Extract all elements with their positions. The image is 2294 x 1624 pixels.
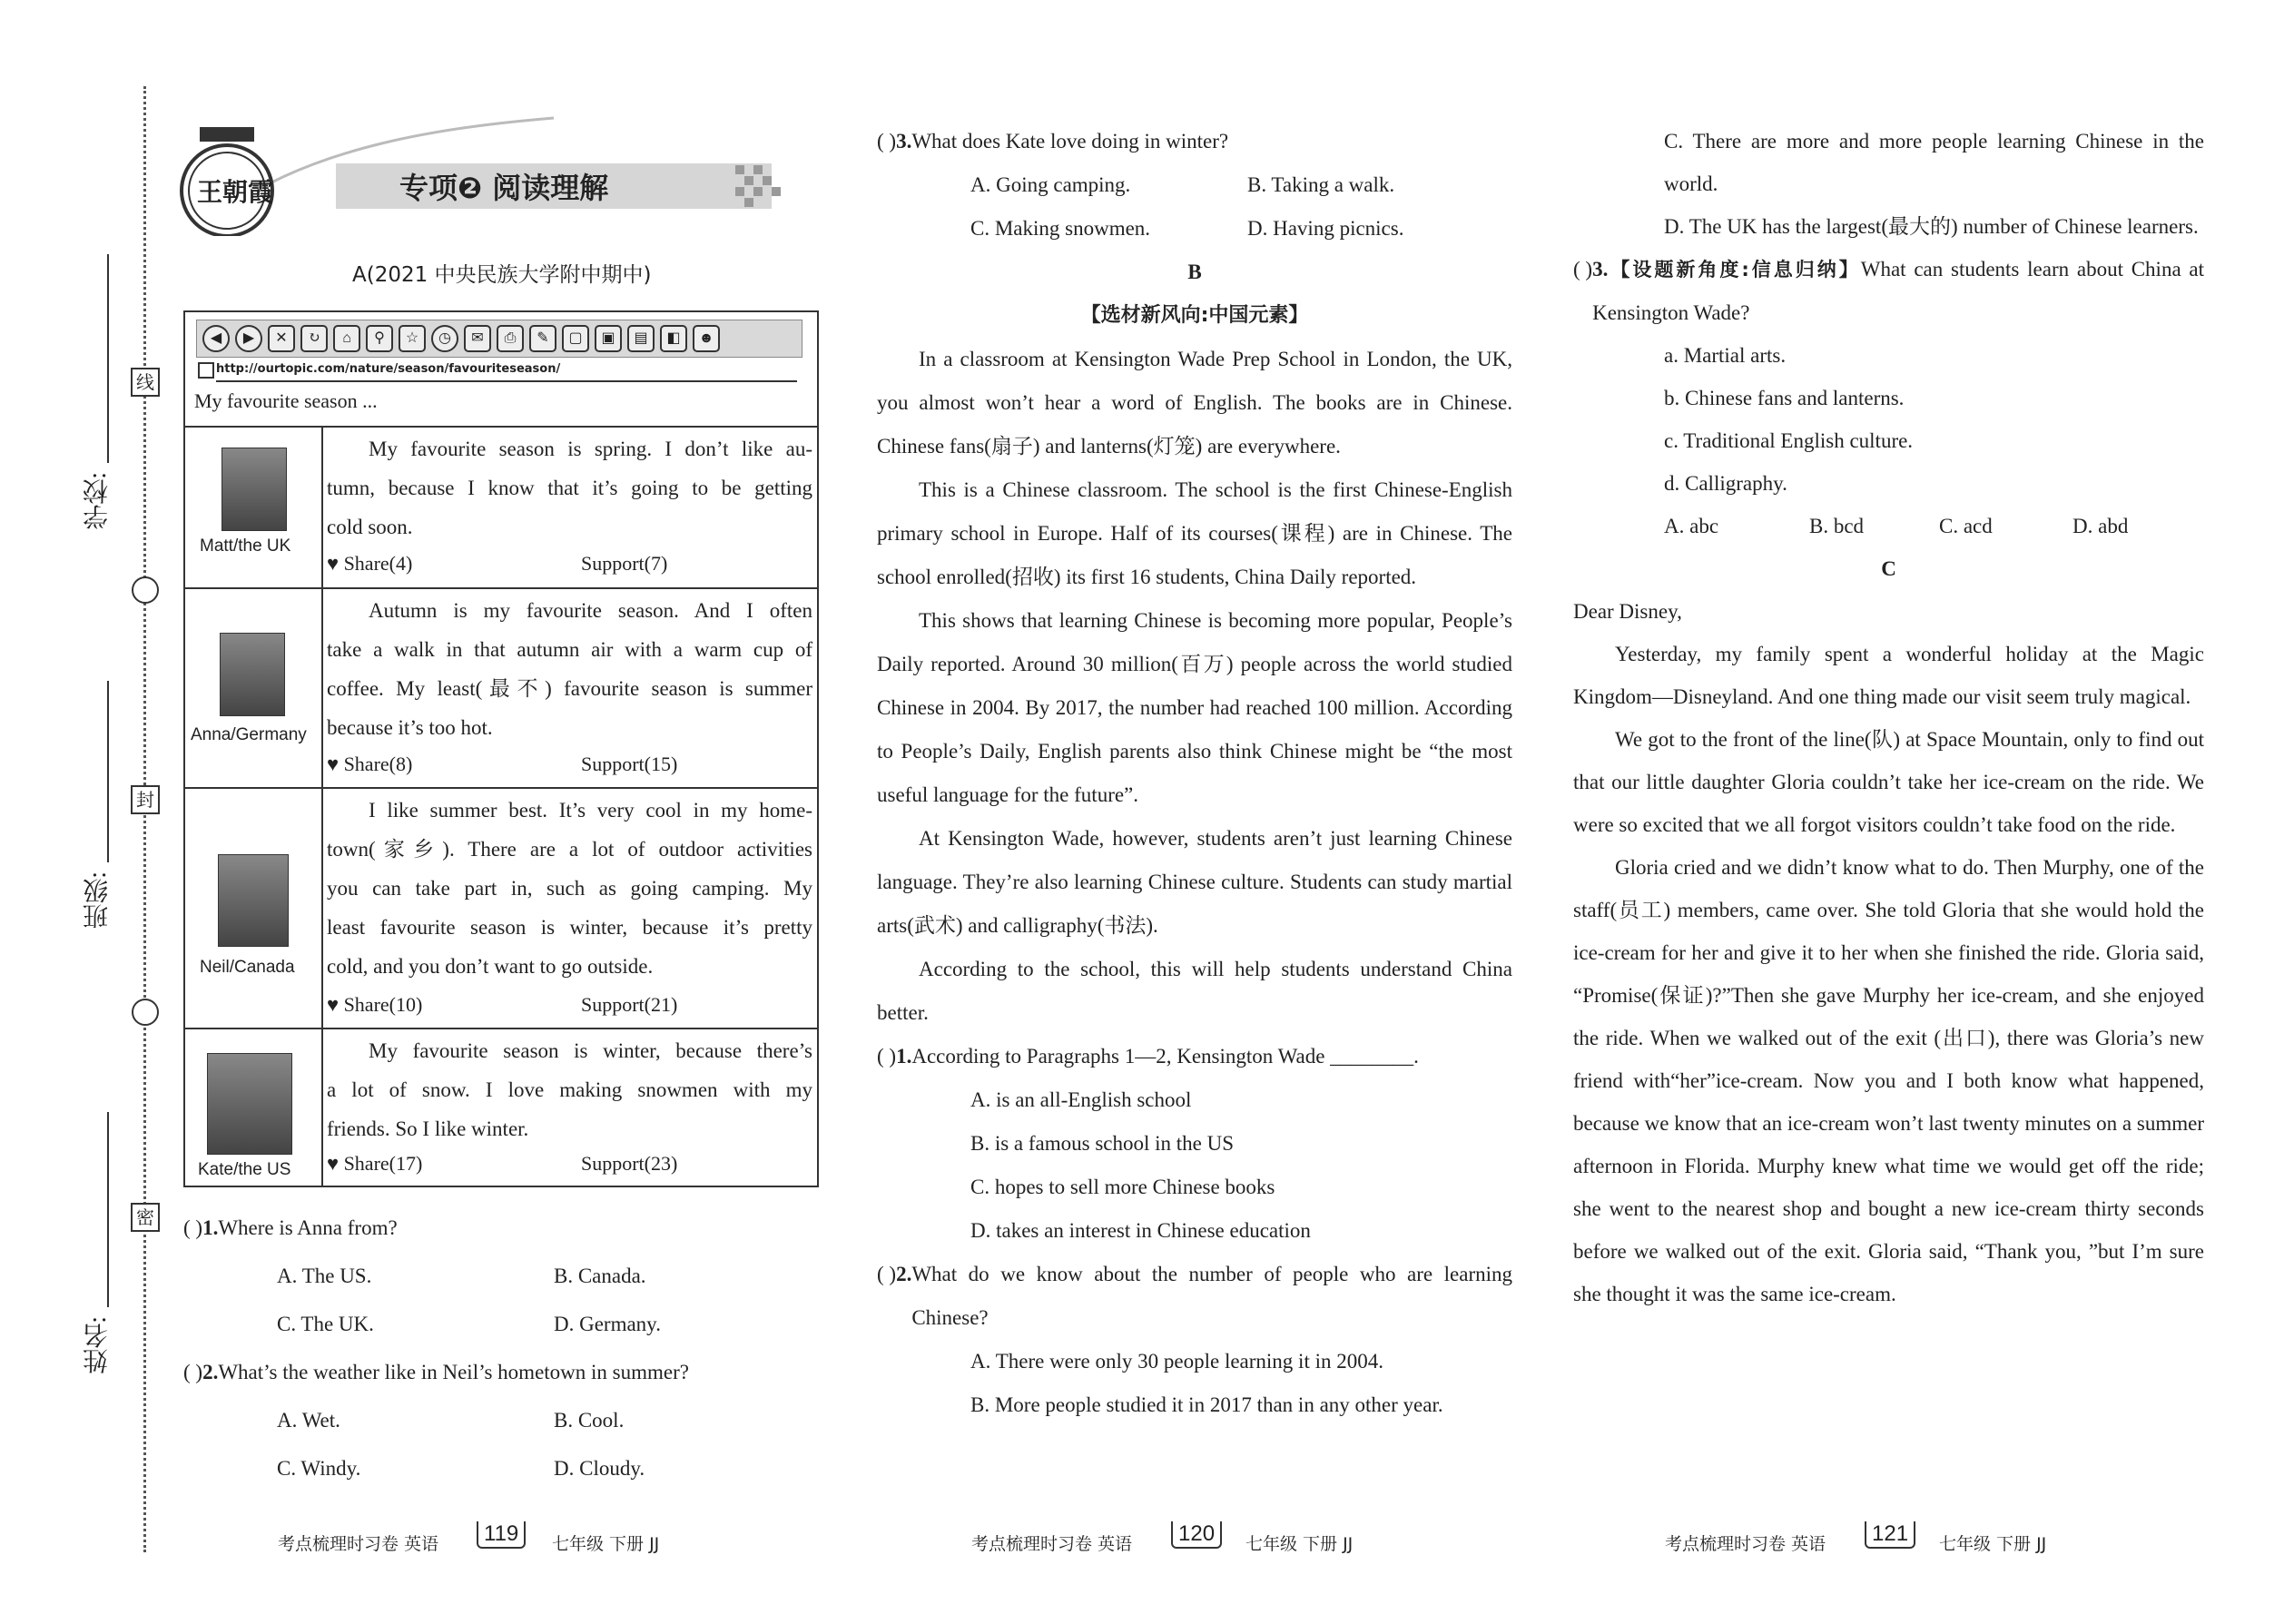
footer-right: 七年级 下册 JJ — [552, 1534, 660, 1554]
post-text: I like summer best. It’s very cool in my home- town(家乡). There are a lot of outdoor activities you can take part in, such as going camping. My least favourite season is winter, because it’s pretty cold, and you don’t want to go outside. — [327, 799, 812, 978]
forward-icon[interactable]: ▶ — [235, 325, 262, 352]
page-number: 120 — [1171, 1521, 1222, 1549]
option[interactable]: A. Wet. — [277, 1409, 340, 1432]
section-b-letter: B — [1187, 261, 1202, 283]
school-label: 学校: — [84, 472, 112, 530]
question-b2: ( ) 2. What do we know about the number of people who are learning Chinese? — [877, 1263, 1512, 1329]
post-row — [185, 1028, 817, 1187]
option[interactable]: A. is an all-English school — [970, 1088, 1192, 1111]
paragraph: We got to the front of the line(队) at Space Mountain, only to find out that our little daughter Gloria couldn’t take her ice-cream on the ride. We were so excited that we all forgot visitors couldn’t take food on the ride. — [1573, 728, 2204, 836]
option[interactable]: D. Having picnics. — [1247, 217, 1404, 240]
browser-window — [183, 310, 819, 1187]
class-label: 班级: — [84, 871, 112, 930]
question-a3: ( )3.What does Kate love doing in winter? — [877, 130, 1229, 153]
list-item: a. Martial arts. — [1664, 344, 1787, 367]
heart-icon: ♥ — [327, 1152, 340, 1175]
option[interactable]: A. abc — [1664, 515, 1719, 537]
question-b3: ( ) 3.【设题新角度:信息归纳】What can students learn about China at Kensington Wade? — [1573, 258, 2204, 324]
favorites-icon[interactable]: ☆ — [399, 325, 426, 352]
page-title: 专项❷ 阅读理解 — [399, 171, 609, 205]
option[interactable]: B. Canada. — [554, 1265, 646, 1287]
question-b1: ( )1.According to Paragraphs 1—2, Kensington Wade ________. — [877, 1045, 1419, 1068]
home-icon[interactable]: ⌂ — [333, 325, 360, 352]
paragraph: This is a Chinese classroom. The school is the first Chinese-English primary school in Europe. Half of its courses(课程) are in Chinese. The school enrolled(招收) its first 16 students, China Daily reported. — [877, 478, 1512, 588]
school-field[interactable] — [107, 254, 109, 463]
stop-icon[interactable]: ✕ — [268, 325, 295, 352]
binding-char-feng: 封 — [131, 785, 160, 814]
section-a-title: A(2021 中央民族大学附中期中) — [352, 263, 652, 287]
share-button[interactable]: ♥ Share(4) — [327, 552, 413, 575]
post-author: Kate/the US — [198, 1160, 291, 1179]
option[interactable]: A. The US. — [277, 1265, 372, 1287]
option[interactable]: B. Cool. — [554, 1409, 625, 1432]
option[interactable]: D. The UK has the largest(最大的) number of Chinese learners. — [1664, 215, 2199, 238]
browser-toolbar — [196, 320, 802, 358]
option[interactable]: C. acd — [1939, 515, 1993, 537]
option[interactable]: A. Going camping. — [970, 173, 1131, 196]
post-row — [185, 426, 817, 589]
refresh-icon[interactable]: ↻ — [300, 325, 328, 352]
section-c-letter: C — [1881, 557, 1896, 580]
option[interactable]: D. Cloudy. — [554, 1457, 645, 1480]
name-label: 姓名: — [84, 1316, 112, 1374]
post-author: Anna/Germany — [191, 725, 307, 744]
messenger-icon[interactable]: ◧ — [660, 325, 687, 352]
option[interactable]: D. takes an interest in Chinese education — [970, 1219, 1311, 1242]
option[interactable]: B. More people studied it in 2017 than in any other year. — [970, 1393, 1443, 1416]
footer-left: 考点梳理时习卷 英语 — [278, 1534, 439, 1554]
binding-ring-icon — [132, 576, 159, 604]
avatar — [220, 633, 285, 716]
question-a1: ( )1.Where is Anna from? — [183, 1216, 398, 1239]
binding-ring-icon — [132, 999, 159, 1026]
post-text: Autumn is my favourite season. And I often take a walk in that autumn air with a warm cup of coffee. My least(最不) favourite season is summer because it’s too hot. — [327, 599, 812, 739]
support-button[interactable]: Support(7) — [581, 552, 668, 575]
publisher-logo: 王朝霞 — [197, 177, 274, 207]
heart-icon: ♥ — [327, 993, 340, 1016]
option[interactable]: B. Taking a walk. — [1247, 173, 1395, 196]
post-author: Matt/the UK — [200, 536, 291, 556]
option[interactable]: C. hopes to sell more Chinese books — [970, 1176, 1275, 1198]
paragraph: At Kensington Wade, however, students aren’t just learning Chinese language. They’re also learning Chinese culture. Students can study martial arts(武术) and calligraphy(书法). — [877, 827, 1512, 937]
page-number: 121 — [1865, 1521, 1915, 1549]
option[interactable]: B. bcd — [1809, 515, 1865, 537]
support-button[interactable]: Support(15) — [581, 753, 678, 775]
browser-page-heading: My favourite season ... — [194, 389, 378, 412]
list-item: c. Traditional English culture. — [1664, 429, 1914, 452]
question-a2: ( )2.What’s the weather like in Neil’s hometown in summer? — [183, 1361, 689, 1383]
tools-icon[interactable]: ▤ — [627, 325, 655, 352]
back-icon[interactable]: ◀ — [202, 325, 230, 352]
option[interactable]: D. abd — [2072, 515, 2129, 537]
share-button[interactable]: ♥ Share(17) — [327, 1152, 423, 1175]
footer-left: 考点梳理时习卷 英语 — [1665, 1534, 1826, 1554]
post-text: My favourite season is winter, because there’s a lot of snow. I love making snowmen with my friends. So I like winter. — [327, 1039, 812, 1140]
middle-column — [877, 120, 1512, 1427]
option[interactable]: C. Windy. — [277, 1457, 361, 1480]
users-icon[interactable]: ☻ — [693, 325, 720, 352]
post-row — [185, 787, 817, 1029]
heart-icon: ♥ — [327, 753, 340, 775]
page-number: 119 — [477, 1521, 526, 1549]
section-a-questions — [183, 1204, 828, 1492]
footer-right: 七年级 下册 JJ — [1245, 1534, 1354, 1554]
history-icon[interactable]: ◷ — [431, 325, 458, 352]
paragraph: Gloria cried and we didn’t know what to do. Then Murphy, one of the staff(员工) members, came over. She told Gloria that she would hold the ice-cream for her and give it to her when she finished the ride. Gloria said, “Promise(保证)?”Then she gave Murphy her ice-cream, and she enjoyed the ride. When we walked out of the exit (出口), there was Gloria’s new friend with“her”ice-cream. Now you and I both know what happened, because we know that an ice-cream won’t last twenty minutes on a summer afternoon in Florida. Murphy knew what time we would get off the ride; she went to the nearest shop and bought a new ice-cream thirty seconds before we walked out of the exit. Gloria said, “Thank you, ”but I’m sure she thought it was the same ice-cream. — [1573, 856, 2204, 1305]
binding-line — [143, 86, 146, 1552]
support-button[interactable]: Support(23) — [581, 1152, 678, 1175]
paragraph: In a classroom at Kensington Wade Prep School in London, the UK, you almost won’t hear a word of English. The books are in Chinese. Chinese fans(扇子) and lanterns(灯笼) are everywhere. — [877, 348, 1512, 458]
address-bar[interactable]: http://ourtopic.com/nature/season/favouriteseason/ — [216, 362, 797, 382]
window-icon[interactable]: ▢ — [562, 325, 589, 352]
post-row — [185, 587, 817, 789]
binding-char-mi: 密 — [131, 1203, 160, 1232]
list-item: d. Calligraphy. — [1664, 472, 1787, 495]
avatar — [207, 1053, 292, 1155]
paragraph: According to the school, this will help students understand China better. — [877, 958, 1512, 1024]
edit-icon[interactable]: ✎ — [529, 325, 556, 352]
avatar — [222, 448, 287, 531]
option[interactable]: D. Germany. — [554, 1313, 661, 1335]
media-icon[interactable]: ▣ — [595, 325, 622, 352]
name-field[interactable] — [107, 1112, 109, 1307]
paragraph: This shows that learning Chinese is becoming more popular, People’s Daily reported. Around 30 million(百万) people across the world studied Chinese in 2004. By 2017, the number had reached 100 million. According to People’s Daily, English parents also think Chinese might be “the most useful language for the future”. — [877, 609, 1512, 806]
paragraph: Yesterday, my family spent a wonderful holiday at the Magic Kingdom—Disneyland. And one thing made our visit seem truly magical. — [1573, 643, 2204, 708]
search-icon[interactable]: ⚲ — [366, 325, 393, 352]
print-icon[interactable]: ⎙ — [497, 325, 524, 352]
page-icon — [198, 362, 214, 379]
post-text: My favourite season is spring. I don’t like au- tumn, because I know that it’s going to be getting cold soon. — [327, 438, 812, 538]
letter-greeting: Dear Disney, — [1573, 600, 1682, 623]
option[interactable]: B. is a famous school in the US — [970, 1132, 1235, 1155]
footer-left: 考点梳理时习卷 英语 — [971, 1534, 1133, 1554]
heart-icon: ♥ — [327, 552, 340, 575]
mail-icon[interactable]: ✉ — [464, 325, 491, 352]
binding-char-xian: 线 — [131, 368, 160, 397]
option[interactable]: C. Making snowmen. — [970, 217, 1151, 240]
section-b-tag: 【选材新风向:中国元素】 — [1080, 304, 1309, 327]
option[interactable]: C. The UK. — [277, 1313, 374, 1335]
footer-right: 七年级 下册 JJ — [1939, 1534, 2047, 1554]
option[interactable]: A. There were only 30 people learning it in 2004. — [970, 1350, 1383, 1373]
support-button[interactable]: Support(21) — [581, 993, 678, 1016]
share-button[interactable]: ♥ Share(8) — [327, 753, 413, 775]
right-column — [1573, 120, 2204, 1315]
avatar — [218, 854, 289, 947]
post-author: Neil/Canada — [200, 958, 295, 977]
class-field[interactable] — [107, 681, 109, 862]
share-button[interactable]: ♥ Share(10) — [327, 993, 423, 1016]
list-item: b. Chinese fans and lanterns. — [1664, 387, 1905, 409]
option[interactable]: C. There are more and more people learning Chinese in the world. — [1664, 130, 2204, 195]
